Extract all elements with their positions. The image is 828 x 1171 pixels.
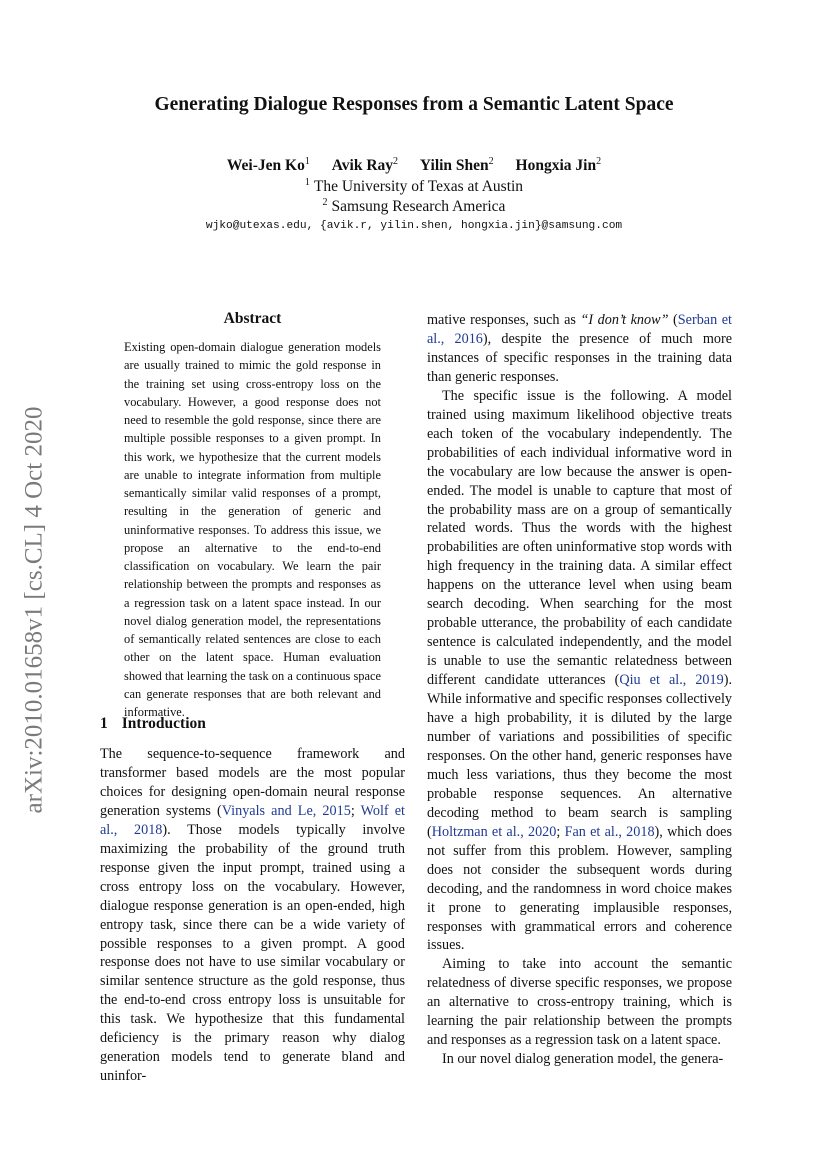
author-list <box>0 156 828 175</box>
arxiv-identifier: arXiv:2010.01658v1 [cs.CL] 4 Oct 2020 <box>20 406 48 814</box>
citation-link[interactable]: Qiu et al., 2019 <box>619 672 724 689</box>
paragraph: The sequence-to-sequence framework and transformer based models are the most popular choices for designing open-domain neural response generation systems (Vinyals and Le, 2015; Wolf et al., 2018). Those models typically involve maximizing the probability of the ground truth response given the input prompt, trained using a cross entropy loss on the vocabulary. However, dialogue response generation is an open-ended, high entropy task, since there can be a wide variety of possible responses to a given prompt. A good response does not have to use similar vocabulary or similar sentence structure as the gold response, thus the end-to-end cross entropy loss is unsuitable for this task. We hypothesize that this fundamental deficiency is the primary reason why dialog generation models tend to generate bland and uninfor- <box>100 746 406 1085</box>
paper-title: Generating Dialogue Responses from a Semantic Latent Space <box>154 94 674 115</box>
citation-link[interactable]: Serban et al., 2016 <box>427 312 732 347</box>
abstract-text: Existing open-domain dialogue generation models are usually trained to mimic the gold response in the training set using cross-entropy loss on the vocabulary. However, a good response does not need to resemble the gold response, since there are multiple possible responses to a given prompt. In this work, we hypothesize that the current models are unable to integrate information from multiple semantically similar valid responses of a prompt, resulting in the generation of generic and uninformative responses. To address this issue, we propose an alternative to the end-to-end classification on vocabulary. We learn the pair relationship between the prompts and responses as a regression task on a latent space instead. In our novel dialog generation model, the representations of semantically related sentences are close to each other on the latent space. Human evaluation showed that learning the task on a continuous space can generate responses that are both relevant and informative. <box>124 340 381 719</box>
paragraph: The specific issue is the following. A model trained using maximum likelihood objective treats each token of the vocabulary independently. The probabilities of each individual informative word in the vocabulary are low because the answer is open-ended. The model is unable to capture that most of the probability mass are on a group of semantically related words. Thus the words with the highest probabilities are often uninformative stop words with high frequency in the training data. A similar effect happens on the utterance level when using beam search decoding. When searching for the most probable utterance, the probability of each candidate sentence is calculated independently, and the model is unable to use the semantic relatedness between different candidate utterances (Qiu et al., 2019). While informative and specific responses collectively have a high probability, it is diluted by the large number of variations and possibilities of specific responses. On the other hand, generic responses have much less variations, thus they become the most probable response sequences. An alternative decoding method to beam search is sampling (Holtzman et al., 2020; Fan et al., 2018), which does not suffer from this problem. However, sampling does not consider the subsequent words during decoding, and the randomness in word choice makes it prone to generating implausible responses, responses with grammatical errors and coherence issues. <box>427 387 732 954</box>
citation-link[interactable]: Wolf et al., 2018 <box>100 802 406 838</box>
paragraph: In our novel dialog generation model, the genera- <box>442 1051 724 1068</box>
citation-link[interactable]: Holtzman et al., 2020 <box>431 823 557 840</box>
abstract-heading: Abstract <box>223 310 282 327</box>
author: Wei-Jen Ko$^1$ <box>226 156 310 175</box>
citation-link[interactable]: Vinyals and Le, 2015 <box>221 802 351 819</box>
paragraph: mative responses, such as “I don’t know” (Serban et al., 2016), despite the presence of much more instances of specific responses in the training data than generic responses. <box>427 312 732 385</box>
author: Avik Ray$^2$ <box>331 156 399 175</box>
paragraph: Aiming to take into account the semantic relatedness of diverse specific responses, we propose an alternative to cross-entropy training, which is learning the pair relationship between the prompts and responses as a regression task on a latent space. <box>427 956 732 1049</box>
right-column <box>427 311 732 1069</box>
citation-link[interactable]: Fan et al., 2018 <box>564 823 655 840</box>
affiliation: $^1$ The University of Texas at Austin <box>304 177 524 196</box>
affiliation: $^2$ Samsung Research America <box>322 197 506 216</box>
intro-left-column <box>100 745 405 1086</box>
author-emails: wjko@utexas.edu, {avik.r, yilin.shen, hongxia.jin}@samsung.com <box>205 220 623 232</box>
section-heading: 1 Introduction <box>100 715 206 732</box>
author: Hongxia Jin$^2$ <box>515 156 602 175</box>
author: Yilin Shen$^2$ <box>419 156 494 175</box>
arxiv-side-stamp <box>14 375 54 845</box>
